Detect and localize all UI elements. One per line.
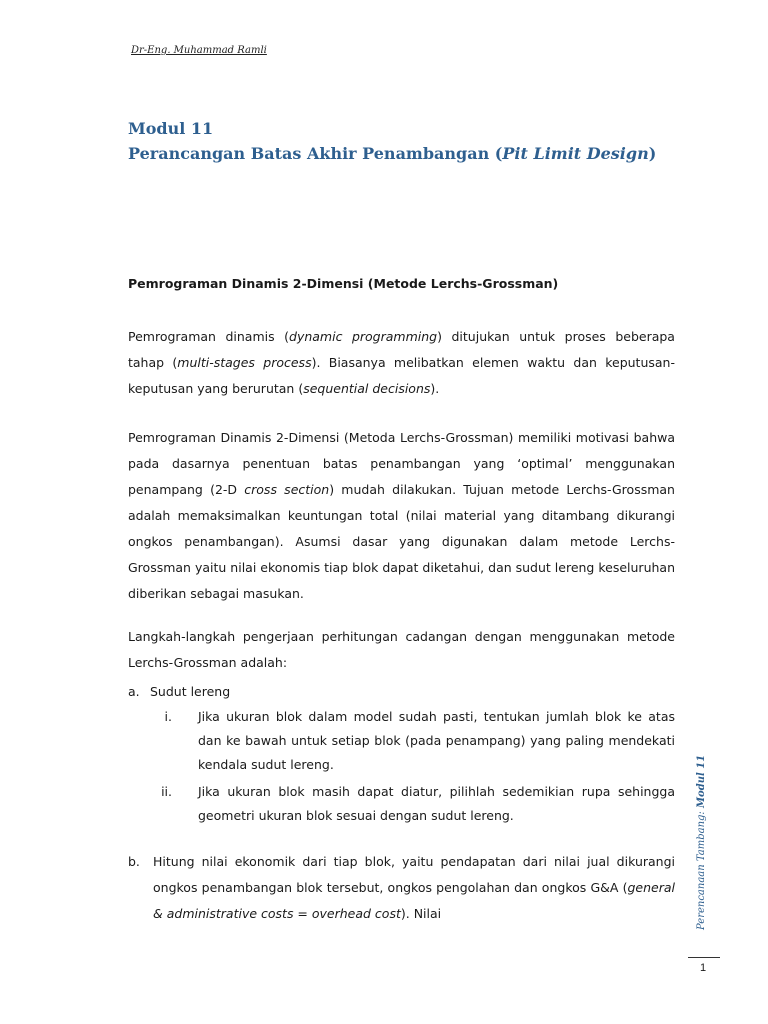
p2-text-a: Pemrograman Dinamis 2-Dimensi (Metoda Lerchs-Grossman) memiliki motivasi bahwa pada dasarnya penentuan batas penambangan yang ‘optimal’ menggunakan penampang (2-D	[128, 430, 675, 497]
p1-italic-b: dynamic programming	[289, 329, 438, 344]
p2-italic-b: cross section	[244, 482, 330, 497]
p1-italic-f: sequential decisions	[303, 381, 431, 396]
p1-text-g: ).	[430, 381, 440, 396]
paragraph-2	[128, 425, 675, 607]
sublist-item-i: Jika ukuran blok dalam model sudah pasti, tentukan jumlah blok ke atas dan ke bawah untuk setiap blok (pada penampang) yang paling mendekati kendala sudut lereng.	[198, 709, 675, 772]
p1-text-e: ). Biasanya melibatkan elemen waktu dan keputusan-keputusan yang berurutan (	[128, 355, 675, 396]
title-block	[128, 116, 656, 166]
page-number-rule	[688, 957, 720, 958]
sublist-marker-i: i.	[164, 709, 172, 724]
subtitle-close: )	[648, 144, 657, 163]
sublist-marker-ii: ii.	[161, 784, 172, 799]
list-marker-b: b.	[128, 854, 140, 869]
list-marker-a: a.	[128, 684, 140, 699]
page-number: 1	[700, 962, 707, 974]
list-body-b	[153, 849, 675, 927]
b-text-a: Hitung nilai ekonomik dari tiap blok, yaitu pendapatan dari nilai jual dikurangi ongkos penambangan blok tersebut, ongkos pengolahan dan ongkos G&A (	[153, 854, 675, 895]
p1-text-c: ) ditujukan untuk proses beberapa tahap (	[128, 329, 675, 370]
side-label-bold: Modul 11	[696, 754, 707, 809]
section-heading: Pemrograman Dinamis 2-Dimensi (Metode Lerchs-Grossman)	[128, 276, 559, 291]
p1-text-a: Pemrograman dinamis (	[128, 329, 290, 344]
side-label-text: Perencanaan Tambang:	[696, 808, 707, 930]
b-text-c: ). Nilai	[400, 906, 442, 921]
b-italic-b: general & administrative costs = overhead cost	[153, 880, 675, 921]
module-subtitle	[128, 141, 656, 166]
list-label-a: Sudut lereng	[150, 684, 231, 699]
header-author: Dr-Eng. Muhammad Ramli	[131, 45, 267, 56]
sublist-item-ii: Jika ukuran blok masih dapat diatur, pilihlah sedemikian rupa sehingga geometri ukuran blok sesuai dengan sudut lereng.	[198, 784, 675, 823]
list-item-b	[128, 849, 675, 927]
p2-text-c: ) mudah dilakukan. Tujuan metode Lerchs-Grossman adalah memaksimalkan keuntungan total (nilai material yang ditambang dikurangi ongkos penambangan). Asumsi dasar yang digunakan dalam metode Lerchs-Grossman yaitu nilai ekonomis tiap blok dapat diketahui, dan sudut lereng keseluruhan diberikan sebagai masukan.	[128, 482, 675, 601]
paragraph-3: Langkah-langkah pengerjaan perhitungan cadangan dengan menggunakan metode Lerchs-Grossman adalah:	[128, 629, 675, 670]
paragraph-1	[128, 324, 675, 402]
side-module-label	[696, 755, 707, 930]
subtitle-italic: Pit Limit Design	[502, 144, 649, 163]
module-title: Modul 11	[128, 119, 214, 138]
subtitle-main: Perancangan Batas Akhir Penambangan (	[128, 144, 503, 163]
list-item-a	[128, 680, 675, 704]
p1-italic-d: multi-stages process	[177, 355, 312, 370]
